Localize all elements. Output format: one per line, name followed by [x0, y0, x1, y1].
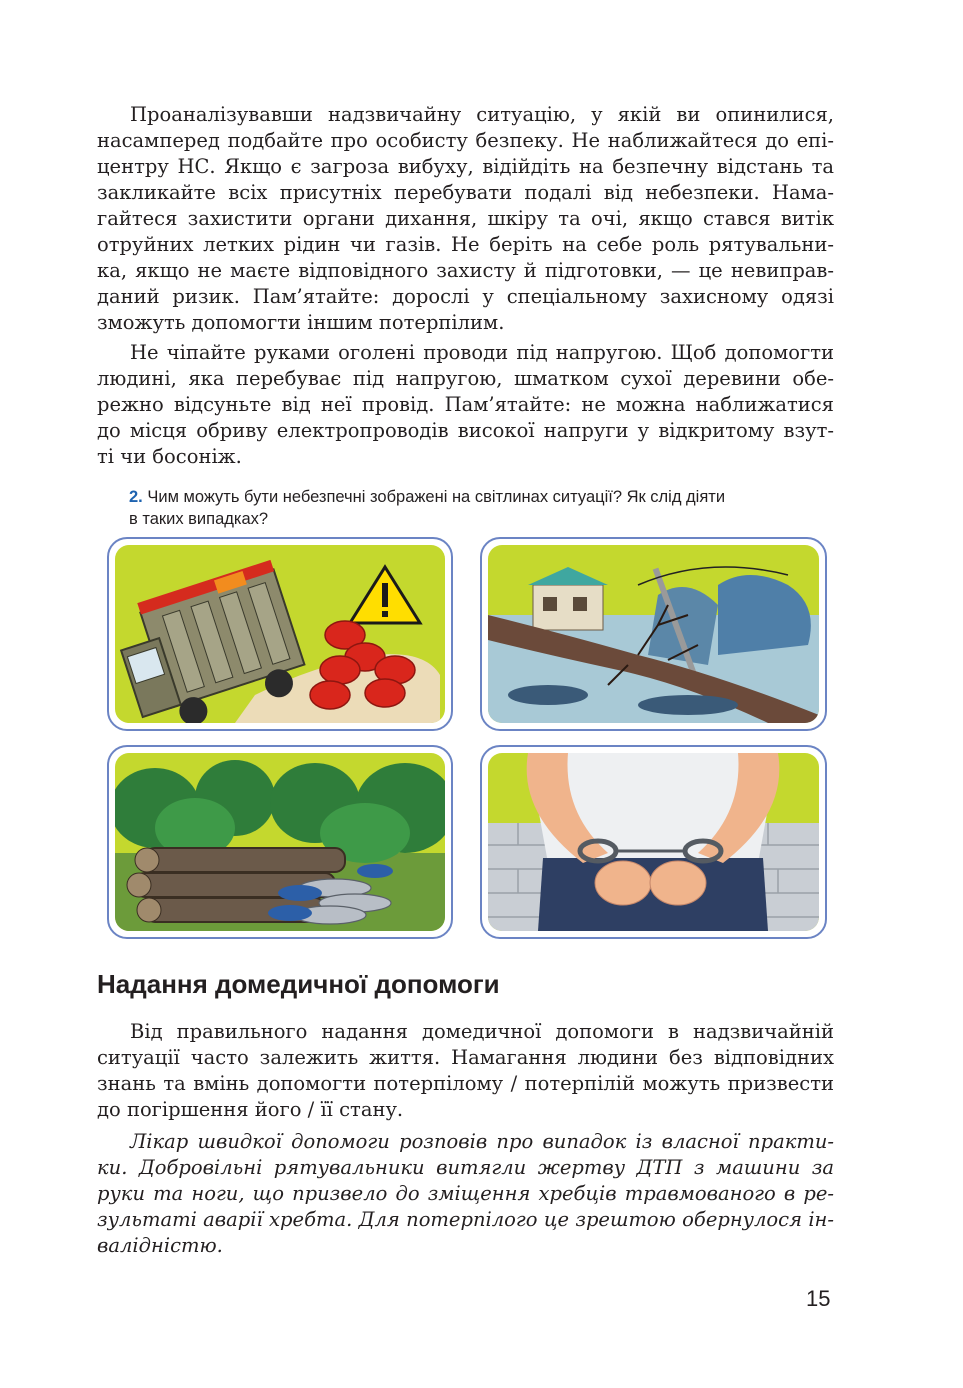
text-line: зможуть допомогти іншим потерпілим. [97, 311, 505, 334]
illustration-fallen-tree [480, 537, 827, 731]
text-line: до місця обриву електропроводів високої напруги у відкритому взут- [97, 419, 834, 442]
handcuffed-person-image [488, 753, 819, 931]
paragraph-electric-wires [97, 340, 834, 470]
question-text: Чим можуть бути небезпечні зображені на світлинах ситуації? Як слід діяти [147, 488, 726, 506]
text-line: зультаті аварії хребта. Для потерпілого це зрештою обернулося ін- [97, 1208, 834, 1231]
section-heading: Надання домедичної допомоги [97, 969, 500, 999]
text-line: центру НС. Якщо є загроза вибуху, відійдіть на безпечну відстань та [97, 155, 834, 178]
text-line: закликайте всіх присутніх перебувати подалі від небезпеки. Нама- [97, 181, 834, 204]
page-number: 15 [806, 1286, 831, 1311]
question-number: 2. [129, 488, 143, 506]
text-line: режно відсуньте від неї провід. Пам’ятайте: не можна наближатися [97, 393, 834, 416]
text-line: руки та ноги, що призвело до зміщення хребців травмованого в ре- [97, 1182, 834, 1205]
text-line: ситуації часто залежить життя. Намагання людини без відповідних [97, 1046, 834, 1069]
paragraph-case-story [97, 1129, 834, 1259]
illustration-explosive-ordnance [107, 745, 453, 939]
question-line [129, 486, 839, 508]
text-line: знань та вмінь допомогти потерпілому / потерпілій можуть призвести [97, 1072, 834, 1095]
explosive-ordnance-image [115, 753, 445, 931]
text-line: до погіршення його / її стану. [97, 1098, 404, 1121]
text-line: Проаналізувавши надзвичайну ситуацію, у якій ви опинилися, [130, 103, 834, 126]
text-line: ка, якщо не маєте відповідного захисту й підготовки, — це невиправ- [97, 259, 834, 282]
overturned-truck-image [115, 545, 445, 723]
text-line: даний ризик. Пам’ятайте: дорослі у спеціальному захисному одязі [97, 285, 834, 308]
text-line: ті чи босоніж. [97, 445, 242, 468]
text-line: Лікар швидкої допомоги розповів про випадок із власної практи- [130, 1130, 834, 1153]
illustration-handcuffed-person [480, 745, 827, 939]
text-line: гайтеся захистити органи дихання, шкіру та очі, якщо стався витік [97, 207, 834, 230]
text-line: людині, яка перебуває під напругою, шматком сухої деревини обе- [97, 367, 834, 390]
fallen-tree-image [488, 545, 819, 723]
text-line: валідністю. [97, 1234, 223, 1257]
question-2 [129, 486, 839, 530]
text-line: Не чіпайте руками оголені проводи під напругою. Щоб допомогти [130, 341, 834, 364]
text-line: отруйних летких рідин чи газів. Не беріть на себе роль рятувальни- [97, 233, 834, 256]
illustration-overturned-truck [107, 537, 453, 731]
text-line: Від правильного надання домедичної допомоги в надзвичайній [130, 1020, 834, 1043]
paragraph-safety [97, 102, 834, 336]
paragraph-first-aid [97, 1019, 834, 1123]
text-line: насамперед подбайте про особисту безпеку. Не наближайтеся до епі- [97, 129, 834, 152]
text-line: ки. Добровільні рятувальники витягли жертву ДТП з машини за [97, 1156, 834, 1179]
question-line: в таких випадках? [129, 510, 269, 528]
